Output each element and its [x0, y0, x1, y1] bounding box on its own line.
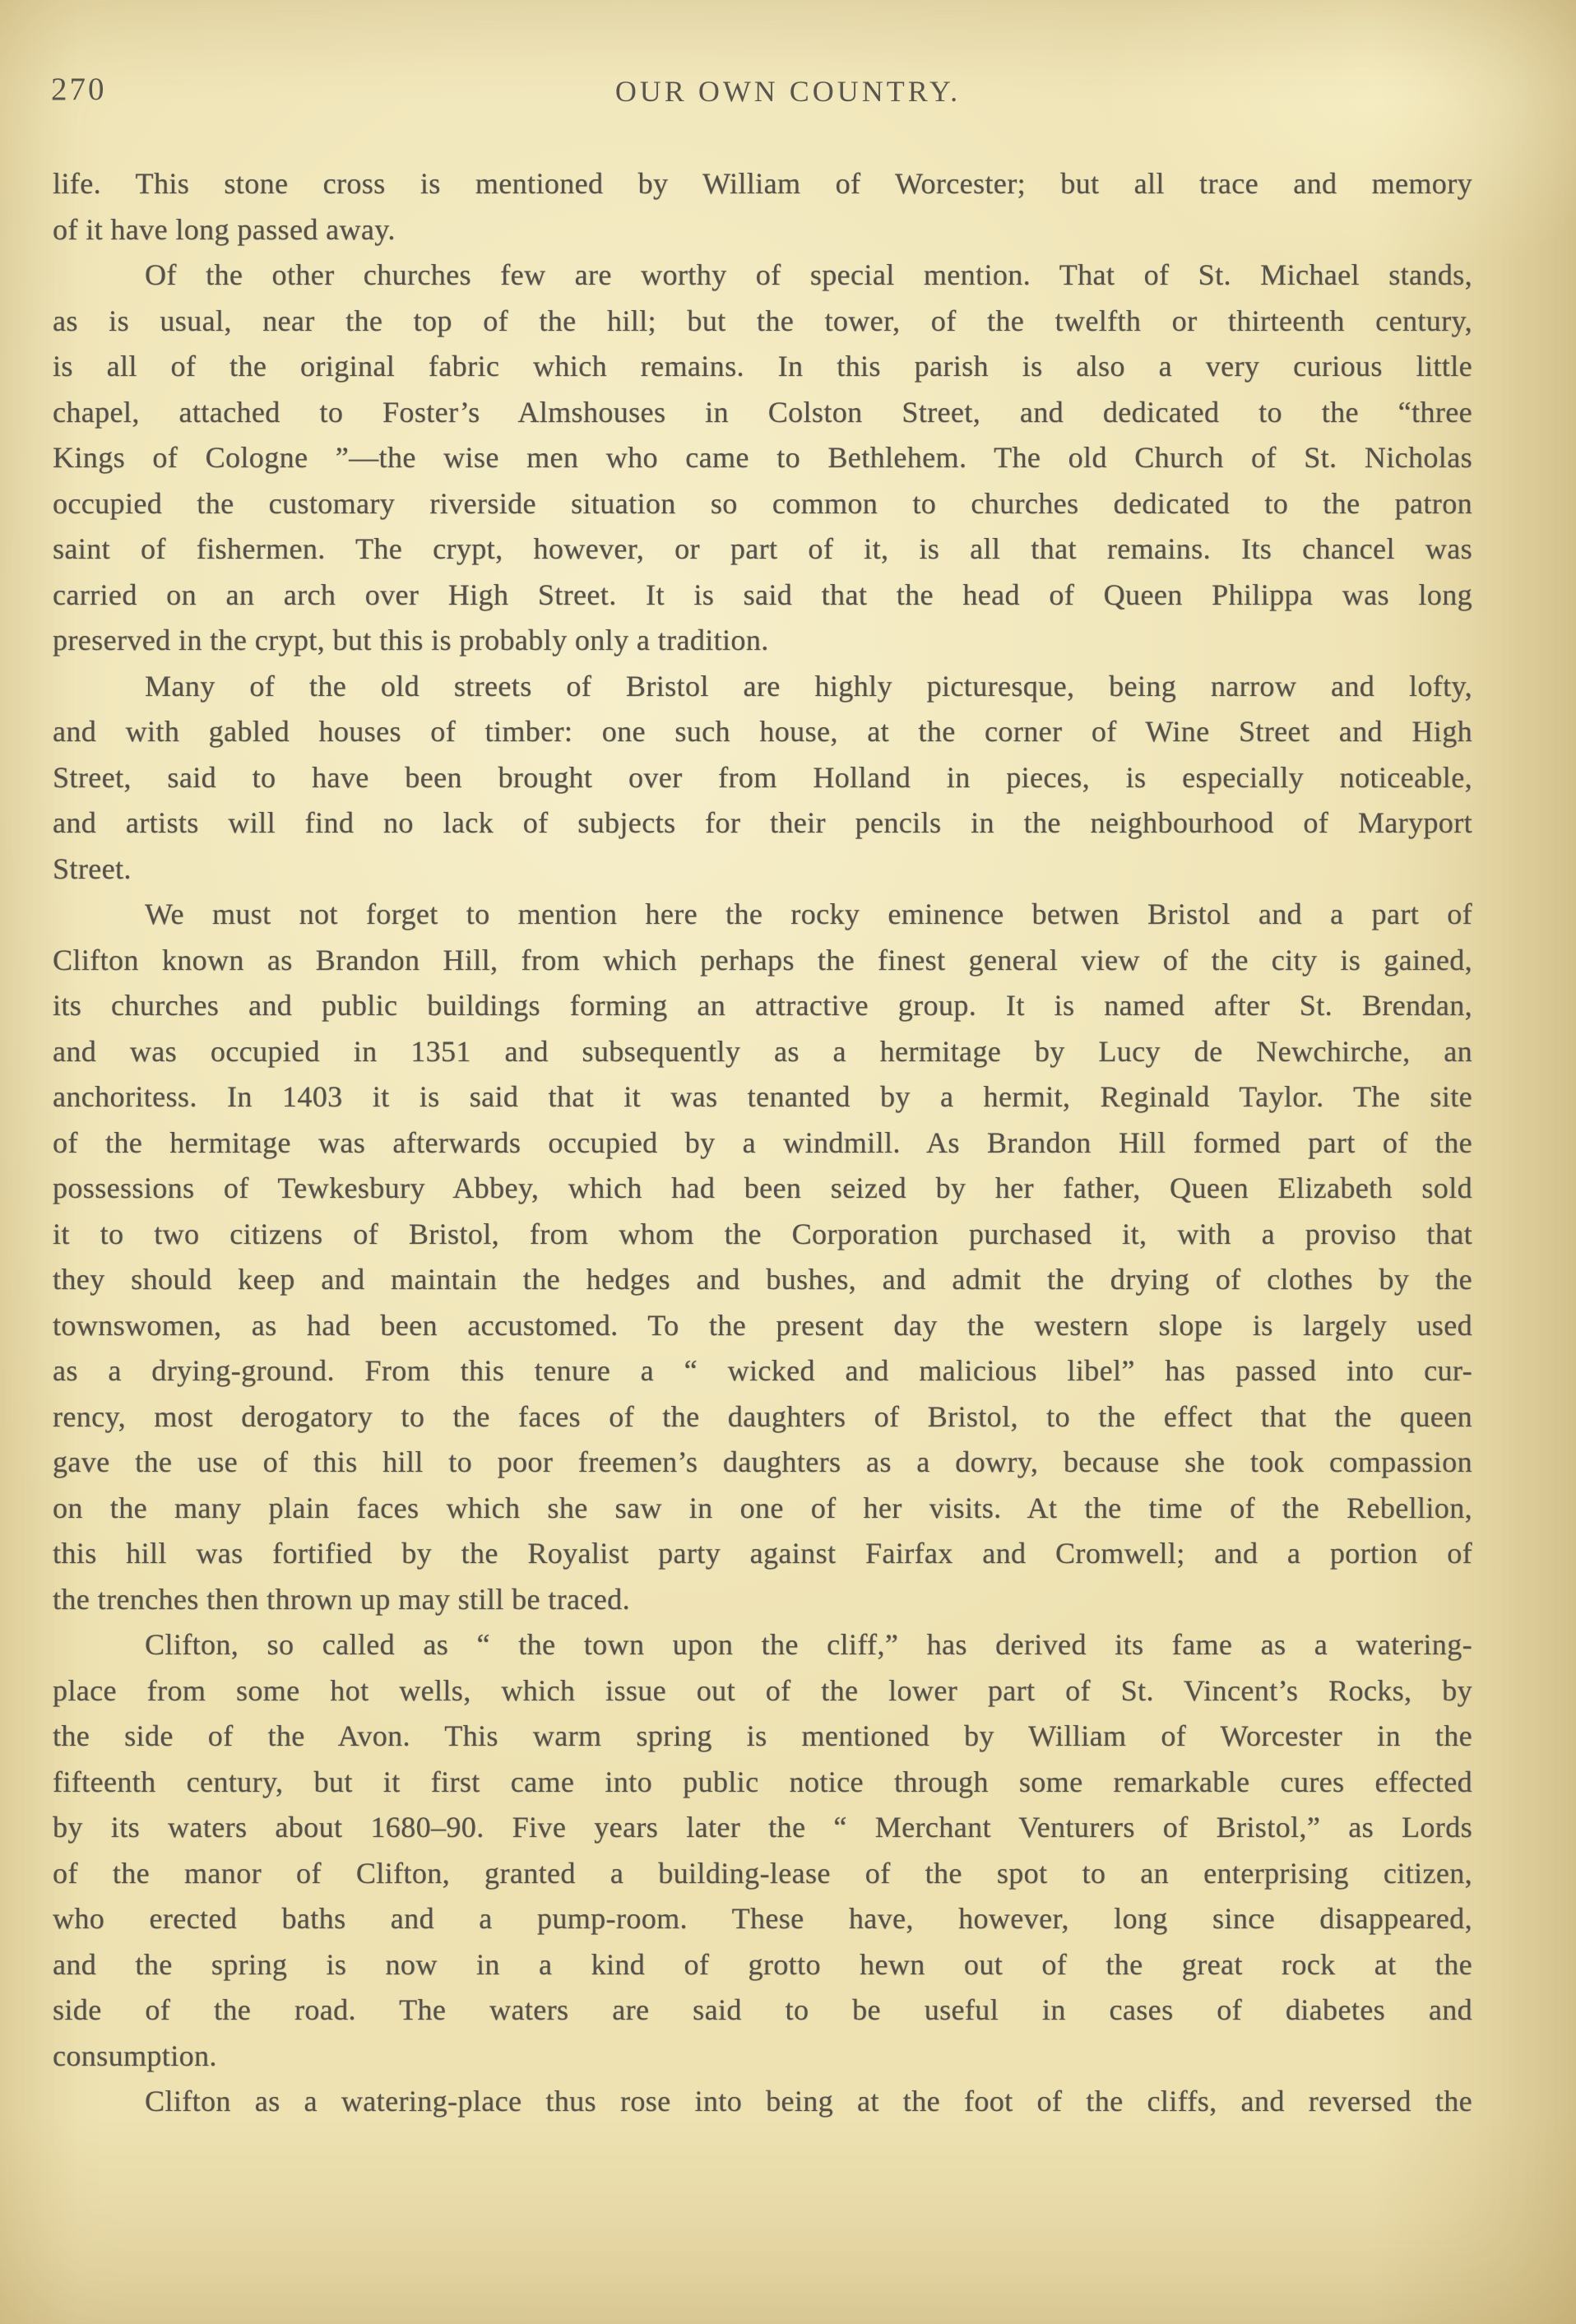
text-line: who erected baths and a pump-room. These have, however, long since disappeared, — [53, 1902, 1472, 1935]
text-line: this hill was fortified by the Royalist party against Fairfax and Cromwell; and a portion of — [53, 1537, 1472, 1570]
text-line: consumption. — [53, 2039, 217, 2072]
text-line: preserved in the crypt, but this is probably only a tradition. — [53, 624, 769, 656]
text-line: of it have long passed away. — [53, 212, 396, 246]
text-line: as a drying-ground. From this tenure a “ wicked and malicious libel” has passed into cur- — [53, 1354, 1472, 1387]
text-line: they should keep and maintain the hedges and bushes, and admit the drying of clothes by the — [53, 1263, 1472, 1296]
text-line: side of the road. The waters are said to be useful in cases of diabetes and — [53, 1993, 1472, 2026]
text-line: life. This stone cross is mentioned by William of Worcester; but all trace and memory — [53, 167, 1472, 200]
text-line: saint of fishermen. The crypt, however, or part of it, is all that remains. Its chancel was — [53, 532, 1472, 565]
page-number: 270 — [51, 72, 107, 107]
text-line: carried on an arch over High Street. It is said that the head of Queen Philippa was long — [53, 578, 1472, 611]
text-line: it to two citizens of Bristol, from whom the Corporation purchased it, with a proviso that — [53, 1217, 1472, 1250]
text-line: its churches and public buildings forming an attractive group. It is named after St. Brendan, — [53, 989, 1472, 1022]
text-line: and with gabled houses of timber: one such house, at the corner of Wine Street and High — [53, 715, 1472, 748]
text-line: Street, said to have been brought over from Holland in pieces, is especially noticeable, — [53, 760, 1472, 794]
text-line: of the hermitage was afterwards occupied by a windmill. As Brandon Hill formed part of the — [53, 1125, 1472, 1159]
page-text — [53, 161, 1472, 2125]
text-line: Many of the old streets of Bristol are highly picturesque, being narrow and lofty, — [145, 669, 1472, 703]
text-line: the side of the Avon. This warm spring is mentioned by William of Worcester in the — [53, 1719, 1472, 1752]
text-line: place from some hot wells, which issue out of the lower part of St. Vincent’s Rocks, by — [53, 1673, 1472, 1707]
text-line: on the many plain faces which she saw in one of her visits. At the time of the Rebellion, — [53, 1491, 1472, 1524]
text-line: and the spring is now in a kind of grotto hewn out of the great rock at the — [53, 1947, 1472, 1981]
text-line: Kings of Cologne ”—the wise men who came to Bethlehem. The old Church of St. Nicholas — [53, 441, 1472, 474]
text-line: townswomen, as had been accustomed. To the present day the western slope is largely used — [53, 1308, 1472, 1342]
text-line: and artists will find no lack of subjects for their pencils in the neighbourhood of Maryport — [53, 806, 1472, 839]
text-line: Street. — [53, 851, 132, 885]
text-line: fifteenth century, but it first came into public notice through some remarkable cures effected — [53, 1765, 1472, 1798]
text-line: possessions of Tewkesbury Abbey, which had been seized by her father, Queen Elizabeth sold — [53, 1171, 1472, 1204]
text-line: Clifton as a watering-place thus rose into being at the foot of the cliffs, and reversed the — [145, 2085, 1472, 2118]
text-line: rency, most derogatory to the faces of the daughters of Bristol, to the effect that the queen — [53, 1399, 1472, 1433]
text-line: anchoritess. In 1403 it is said that it was tenanted by a hermit, Reginald Taylor. The site — [53, 1080, 1472, 1113]
text-line: of the manor of Clifton, granted a building-lease of the spot to an enterprising citizen, — [53, 1856, 1472, 1890]
text-line: by its waters about 1680–90. Five years later the “ Merchant Venturers of Bristol,” as Lords — [53, 1811, 1472, 1844]
text-line: occupied the customary riverside situation so common to churches dedicated to the patron — [53, 486, 1472, 520]
text-line: chapel, attached to Foster’s Almshouses in Colston Street, and dedicated to the “three — [53, 395, 1472, 429]
text-line: as is usual, near the top of the hill; but the tower, of the twelfth or thirteenth century, — [53, 304, 1472, 337]
text-line: the trenches then thrown up may still be traced. — [53, 1582, 630, 1616]
text-line: Clifton, so called as “ the town upon the cliff,” has derived its fame as a watering- — [145, 1628, 1472, 1661]
running-title: OUR OWN COUNTRY. — [614, 75, 962, 108]
text-line: and was occupied in 1351 and subsequently as a hermitage by Lucy de Newchirche, an — [53, 1034, 1472, 1068]
text-line: Clifton known as Brandon Hill, from which perhaps the finest general view of the city is gained, — [53, 943, 1472, 976]
text-line: gave the use of this hill to poor freemen’s daughters as a dowry, because she took compassion — [53, 1445, 1472, 1478]
text-line: We must not forget to mention here the rocky eminence betwen Bristol and a part of — [145, 898, 1472, 930]
text-line: is all of the original fabric which remains. In this parish is also a very curious little — [53, 350, 1472, 383]
text-line: Of the other churches few are worthy of special mention. That of St. Michael stands, — [145, 258, 1472, 291]
